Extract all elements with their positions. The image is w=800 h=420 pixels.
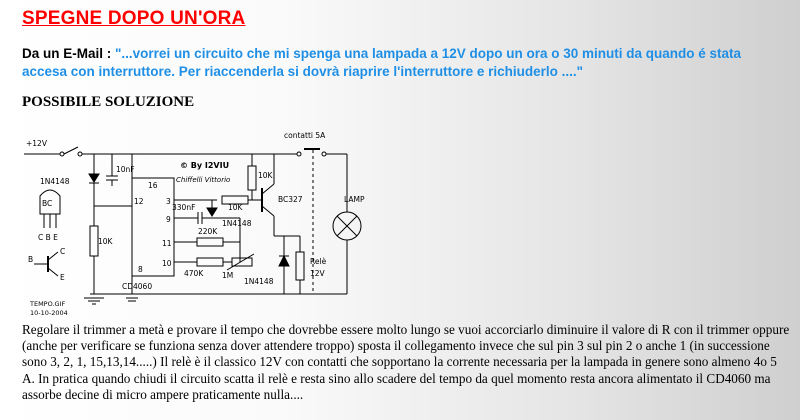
- label-author: © By I2VIU: [180, 161, 230, 170]
- label-pin16: 16: [148, 181, 158, 190]
- switch-contact-a: [60, 152, 64, 156]
- diode-top: [89, 174, 99, 182]
- label-res-10k-base: 10K: [228, 203, 243, 212]
- label-contacts: contatti 5A: [284, 131, 326, 140]
- email-request: [22, 45, 762, 81]
- label-pin8: 8: [138, 265, 143, 274]
- label-res-470k: 470K: [184, 269, 204, 278]
- email-quote: "...vorrei un circuito che mi spenga una lampada a 12V dopo un ora o 30 minuti da quando é stata accesa con interruttore. Per riaccenderla si dovrà riaprire l'interruttore e richiuderlo ....": [22, 46, 742, 79]
- label-pin9: 9: [166, 215, 171, 224]
- label-diode-relay: 1N4148: [244, 277, 274, 286]
- label-pin11: 11: [162, 239, 172, 248]
- label-res-10k-top: 10K: [258, 171, 273, 180]
- resistor-220k: [197, 238, 223, 246]
- label-pin-c: C: [60, 247, 66, 256]
- label-pin10: 10: [162, 259, 172, 268]
- label-diode-mid: 1N4148: [222, 219, 252, 228]
- label-trimmer: 1M: [222, 271, 234, 280]
- label-chip: CD4060: [122, 282, 153, 291]
- switch-contact-b: [78, 152, 82, 156]
- description-paragraph: Regolare il trimmer a metà e provare il tempo che dovrebbe essere molto lungo se vuoi accorciarlo diminuire il valore di R con il trimmer oppure (anche per verificare se funziona senza dover attendere troppo) sposta il collegamento invece che sul pin 3 sul pin 2 o anche 1 (in successione sono 3, 2, 1, 15,13,14.....) Il relè è il classico 12V con contatti che sopportano la corrente necessaria per la lampada in genere sono almeno 4o 5 A. In pratica quando chiudi il circuito scatta il relè e resta sino allo scadere del tempo da quel momento resta ancora alimentato il CD4060 ma assorbe decine di micro ampere praticamente nulla....: [22, 322, 790, 402]
- label-transistor: BC327: [278, 195, 303, 204]
- label-res-10k-left: 10K: [98, 237, 113, 246]
- label-cbe: C B E: [38, 233, 58, 242]
- resistor-10k-top: [248, 166, 256, 190]
- label-pin-b: B: [28, 255, 34, 264]
- email-label: Da un E-Mail :: [22, 46, 116, 61]
- label-relay: Relè: [310, 257, 327, 266]
- label-lamp: LAMP: [344, 195, 365, 204]
- label-bc: BC: [42, 199, 53, 208]
- label-cap-330nf: 330nF: [172, 203, 196, 212]
- page-title: SPEGNE DOPO UN'ORA: [22, 8, 246, 29]
- label-file-name: TEMPO.GIF: [30, 300, 66, 308]
- label-pin-e: E: [60, 273, 65, 282]
- label-res-220k: 220K: [198, 227, 218, 236]
- label-diode-top: 1N4148: [40, 177, 70, 186]
- label-pin12: 12: [134, 197, 144, 206]
- label-pin3: 3: [166, 197, 171, 206]
- label-relay-voltage: 12V: [310, 269, 325, 278]
- label-signature: Chiffelli Vittorio: [176, 176, 231, 184]
- switch-lever: [64, 147, 78, 154]
- label-file-date: 10-10-2004: [30, 309, 68, 317]
- label-cap-10nf: 10nF: [116, 165, 135, 174]
- relay-coil: [296, 252, 304, 280]
- resistor-10k-left: [90, 226, 98, 256]
- solution-heading: POSSIBILE SOLUZIONE: [22, 94, 195, 110]
- label-supply: +12V: [26, 139, 47, 148]
- circuit-schematic: [22, 126, 365, 318]
- resistor-470k: [197, 258, 223, 266]
